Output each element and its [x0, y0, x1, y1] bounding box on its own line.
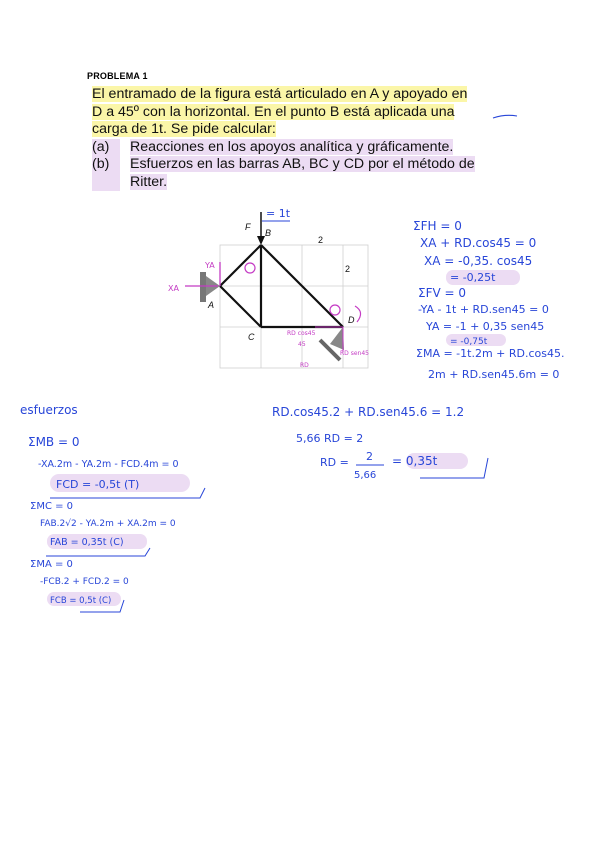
svg-text:FCD = -0,5t (T): FCD = -0,5t (T): [56, 478, 140, 491]
svg-text:ΣMC = 0: ΣMC = 0: [30, 501, 74, 512]
svg-text:= -0,75t: = -0,75t: [450, 337, 488, 347]
svg-text:ΣMA = -1t.2m + RD.cos45.: ΣMA = -1t.2m + RD.cos45.: [416, 347, 565, 360]
svg-text:5,66: 5,66: [354, 470, 377, 481]
item-b: (b) Esfuerzos en las barras AB, BC y CD por el método de Ritter.: [92, 156, 475, 190]
bar-ac: [220, 286, 261, 327]
support-a: [200, 272, 220, 302]
statement-line-1: El entramado de la figura está articulado en A y apoyado en: [92, 86, 468, 102]
dim-top: 2: [318, 235, 324, 245]
statement-line-3: carga de 1t. Se pide calcular:: [92, 121, 276, 137]
svg-text:ΣFH = 0: ΣFH = 0: [413, 219, 462, 233]
load-arrow: [257, 212, 265, 245]
svg-text:5,66 RD = 2: 5,66 RD = 2: [296, 432, 364, 445]
rd-sen-label: RD sen45: [340, 350, 369, 357]
notes-left: [20, 403, 205, 612]
xa-label: XA: [168, 284, 179, 293]
svg-text:XA = -0,35. cos45: XA = -0,35. cos45: [424, 254, 533, 268]
item-a: (a) Reacciones en los apoyos analítica y gráficamente.: [92, 138, 454, 155]
label-b: B: [265, 228, 272, 238]
notes-mid: [272, 405, 488, 481]
svg-text:2: 2: [366, 450, 373, 463]
svg-text:esfuerzos: esfuerzos: [20, 403, 78, 417]
notes-right: [413, 219, 565, 381]
svg-text:FAB.2√2 - YA.2m + XA.2m = 0: FAB.2√2 - YA.2m + XA.2m = 0: [40, 519, 176, 529]
problem-label: PROBLEMA 1: [87, 71, 148, 81]
dim-right: 2: [345, 264, 351, 274]
force-note: = 1t: [266, 207, 291, 220]
svg-text:YA = -1 + 0,35 sen45: YA = -1 + 0,35 sen45: [426, 320, 545, 333]
label-d: D: [348, 315, 355, 325]
label-a: A: [208, 300, 215, 310]
svg-text:RD.cos45.2 + RD.sen45.6 = 1.2: RD.cos45.2 + RD.sen45.6 = 1.2: [272, 405, 465, 419]
ya-label: YA: [205, 261, 215, 270]
angle-label: 45: [298, 341, 306, 348]
svg-text:= -0,25t: = -0,25t: [450, 271, 496, 284]
svg-text:FCB = 0,5t (C): FCB = 0,5t (C): [50, 596, 112, 606]
svg-text:-XA.2m - YA.2m - FCD.4m = 0: -XA.2m - YA.2m - FCD.4m = 0: [38, 459, 179, 470]
svg-text:2m + RD.sen45.6m = 0: 2m + RD.sen45.6m = 0: [428, 368, 560, 381]
svg-text:ΣFV = 0: ΣFV = 0: [418, 286, 467, 300]
svg-text:-YA - 1t + RD.sen45 = 0: -YA - 1t + RD.sen45 = 0: [418, 303, 549, 316]
svg-text:XA + RD.cos45 = 0: XA + RD.cos45 = 0: [420, 236, 537, 250]
rd-label: RD: [300, 362, 309, 369]
svg-text:-FCB.2 + FCD.2 = 0: -FCB.2 + FCD.2 = 0: [40, 577, 129, 587]
svg-text:RD =: RD =: [320, 456, 349, 469]
svg-text:ΣMA = 0: ΣMA = 0: [30, 559, 73, 570]
label-c: C: [248, 332, 255, 342]
rd-cos-label: RD cos45: [287, 330, 316, 337]
svg-text:= 0,35t: = 0,35t: [392, 454, 438, 468]
statement-line-2: D a 45º con la horizontal. En el punto B está aplicada una: [92, 103, 455, 120]
svg-text:FAB = 0,35t (C): FAB = 0,35t (C): [50, 537, 124, 548]
svg-text:ΣMB = 0: ΣMB = 0: [28, 435, 80, 449]
label-f: F: [245, 222, 251, 232]
